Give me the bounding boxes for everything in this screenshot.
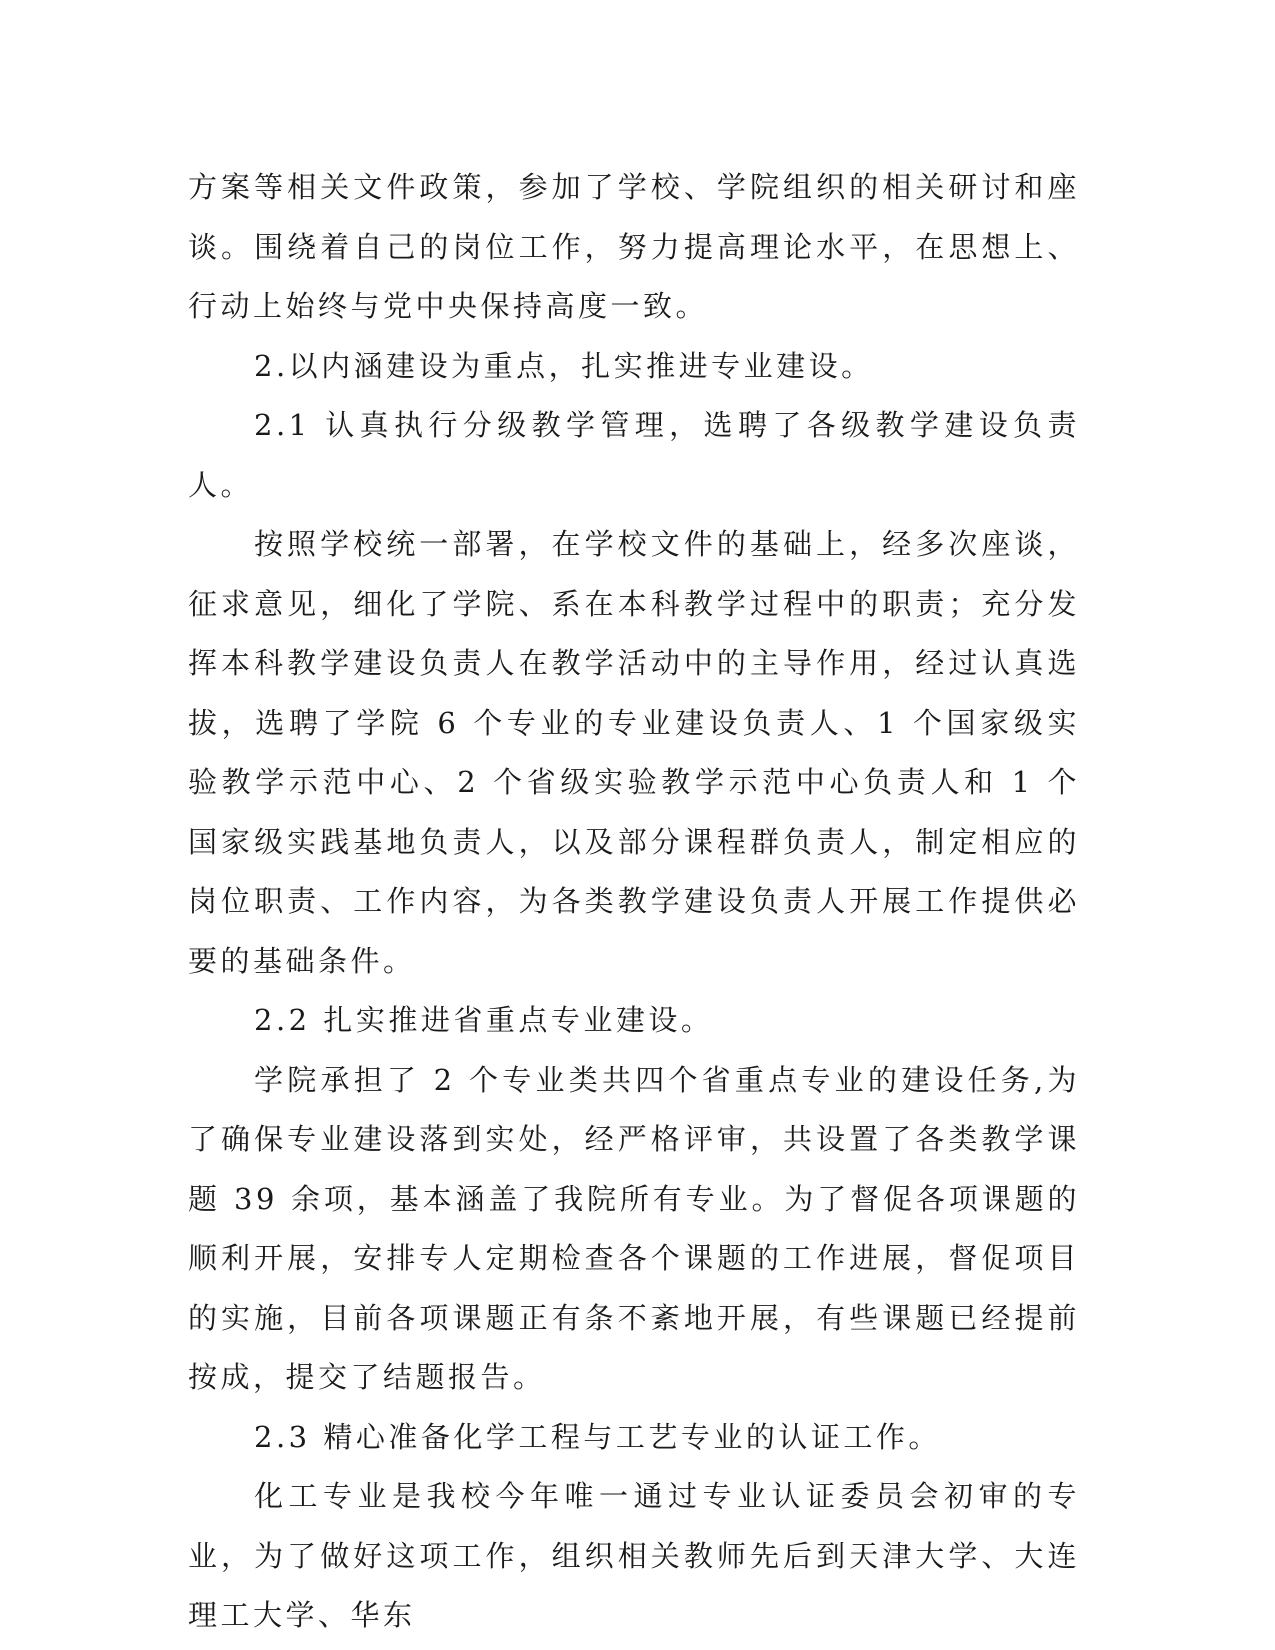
paragraph-section-2-2: 学院承担了 2 个专业类共四个省重点专业的建设任务,为了确保专业建设落到实处，经严格评审，共设置了各类教学课题 39 余项，基本涵盖了我院所有专业。为了督促各项课题的顺利开展，安排专人定期检查各个课题的工作进展，督促项目的实施，目前各项课题正有条不紊地开展，有些课题已经提前按成，提交了结题报告。 (188, 1062, 1080, 1394)
heading-section-2-1: 2.1 认真执行分级教学管理，选聘了各级教学建设负责人。 (188, 408, 1080, 502)
heading-section-2-2: 2.2 扎实推进省重点专业建设。 (254, 1003, 714, 1037)
paragraph-policy-study: 方案等相关文件政策，参加了学校、学院组织的相关研讨和座谈。围绕着自己的岗位工作，努力提高理论水平，在思想上、行动上始终与党中央保持高度一致。 (188, 170, 1080, 323)
paragraph-section-2-1: 按照学校统一部署，在学校文件的基础上，经多次座谈，征求意见，细化了学院、系在本科教学过程中的职责；充分发挥本科教学建设负责人在教学活动中的主导作用，经过认真选拔，选聘了学院 6 个专业的专业建设负责人、1 个国家级实验教学示范中心、2 个省级实验教学示范中心负责人和 1 个国家级实践基地负责人，以及部分课程群负责人，制定相应的岗位职责、工作内容，为各类教学建设负责人开展工作提供必要的基础条件。 (188, 527, 1080, 978)
document-body (188, 158, 1080, 1646)
paragraph-section-2-3: 化工专业是我校今年唯一通过专业认证委员会初审的专业，为了做好这项工作，组织相关教师先后到天津大学、大连理工大学、华东 (188, 1479, 1080, 1632)
heading-section-2-3: 2.3 精心准备化学工程与工艺专业的认证工作。 (254, 1419, 941, 1454)
heading-section-2: 2.以内涵建设为重点，扎实推进专业建设。 (254, 348, 874, 383)
